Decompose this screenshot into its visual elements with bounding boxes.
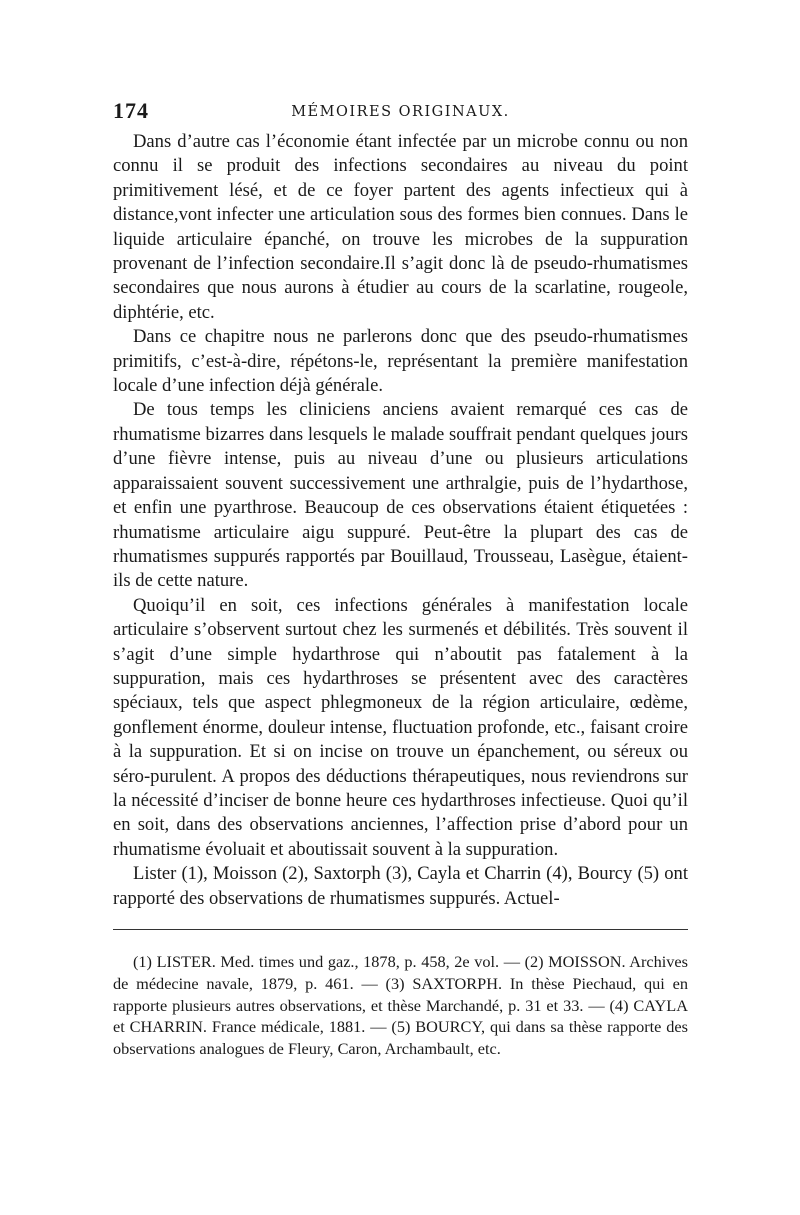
page-header bbox=[113, 98, 688, 130]
running-head: MÉMOIRES ORIGINAUX. bbox=[291, 104, 510, 120]
paragraph: De tous temps les cliniciens anciens avaient remarqué ces cas de rhumatisme bizarres dans lesquels le malade souffrait pendant quelques jours d’une fièvre intense, puis au niveau d’une ou plusieurs articulations apparaissaient souvent successivement une arthralgie, puis de l’hydarthose, et enfin une pyarthrose. Beaucoup de ces observations étaient étiquetées : rhumatisme articulaire aigu suppuré. Peut-être la plupart des cas de rhumatismes suppurés rapportés par Bouillaud, Trousseau, Lasègue, étaient-ils de cette nature. bbox=[113, 399, 688, 592]
paragraph: Quoiqu’il en soit, ces infections générales à manifestation locale articulaire s’observent surtout chez les surmenés et débilités. Très souvent il s’agit d’une simple hydarthrose qui n’aboutit pas fatalement à la suppuration, mais ces hydarthroses se présentent avec des caractères spéciaux, tels que aspect phlegmoneux de la région articulaire, œdème, gonflement énorme, douleur intense, fluctuation profonde, etc., faisant croire à la suppuration. Et si on incise on trouve un épanchement, ou séreux ou séro-purulent. A propos des déductions thérapeutiques, nous reviendrons sur la nécessité d’inciser de bonne heure ces hydarthroses infectieuse. Quoi qu’il en soit, dans des observations anciennes, l’affection prise d’abord pour un rhumatisme évoluait et aboutissait souvent à la suppuration. bbox=[113, 594, 688, 860]
document-page bbox=[113, 98, 688, 1060]
body-text bbox=[113, 130, 688, 911]
paragraph: Lister (1), Moisson (2), Saxtorph (3), Cayla et Charrin (4), Bourcy (5) ont rapporté des observations de rhumatismes suppurés. Actuel- bbox=[113, 863, 688, 909]
paragraph: Dans d’autre cas l’économie étant infectée par un microbe connu ou non connu il se produit des infections secondaires au niveau du point primitivement lésé, et de ce foyer partent des agents infectieux qui à distance,vont infecter une articulation sous des formes bien connues. Dans le liquide articulaire épanché, on trouve les microbes de la suppuration provenant de l’infection secondaire.Il s’agit donc là de pseudo-rhumatismes secondaires que nous aurons à étudier au cours de la scarlatine, rougeole, diphtérie, etc. bbox=[113, 131, 688, 323]
footnote-divider bbox=[113, 929, 688, 931]
page-number: 174 bbox=[113, 98, 149, 123]
paragraph: Dans ce chapitre nous ne parlerons donc que des pseudo-rhumatismes primitifs, c’est-à-dire, répétons-le, représentant la première manifestation locale d’une infection déjà générale. bbox=[113, 326, 688, 397]
footnotes: (1) LISTER. Med. times und gaz., 1878, p. 458, 2e vol. — (2) MOISSON. Archives de médecine navale, 1879, p. 461. — (3) SAXTORPH. In thèse Piechaud, qui en rapporte plusieurs autres observations, et thèse Marchandé, p. 31 et 33. — (4) CAYLA et CHARRIN. France médicale, 1881. — (5) BOURCY, qui dans sa thèse rapporte des observations analogues de Fleury, Caron, Archambault, etc. bbox=[113, 952, 688, 1059]
